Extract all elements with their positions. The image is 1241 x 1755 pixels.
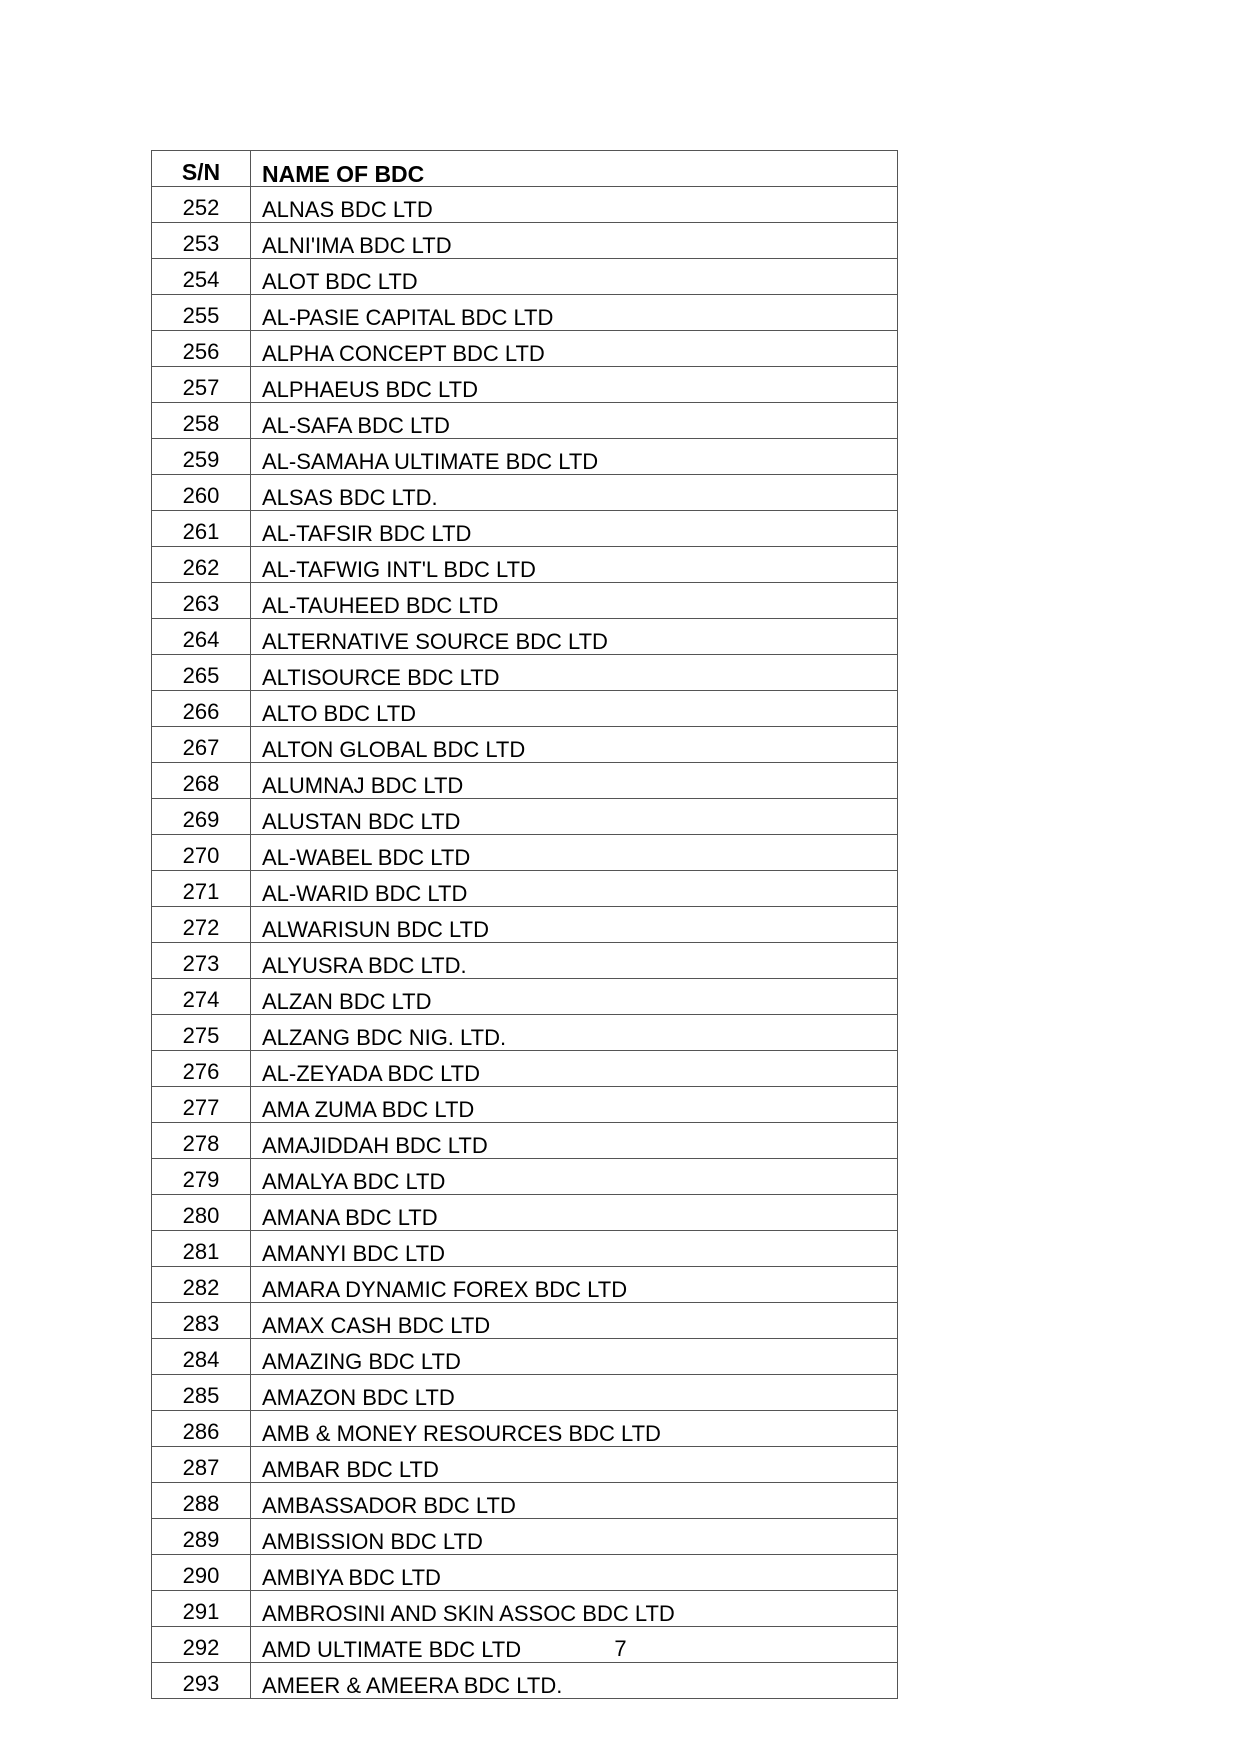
row-bdc-name: AMA ZUMA BDC LTD bbox=[251, 1087, 898, 1123]
table-row bbox=[152, 763, 898, 799]
row-bdc-name: AL-TAUHEED BDC LTD bbox=[251, 583, 898, 619]
table-row bbox=[152, 1195, 898, 1231]
row-sn: 269 bbox=[152, 799, 251, 835]
table-row bbox=[152, 1123, 898, 1159]
row-sn: 258 bbox=[152, 403, 251, 439]
table-row bbox=[152, 1447, 898, 1483]
table-row bbox=[152, 367, 898, 403]
table-row bbox=[152, 331, 898, 367]
table-row bbox=[152, 1159, 898, 1195]
row-bdc-name: AMBIYA BDC LTD bbox=[251, 1555, 898, 1591]
table-row bbox=[152, 1267, 898, 1303]
row-bdc-name: AMD ULTIMATE BDC LTD bbox=[251, 1627, 898, 1663]
table-body bbox=[152, 187, 898, 1699]
row-sn: 277 bbox=[152, 1087, 251, 1123]
row-sn: 267 bbox=[152, 727, 251, 763]
table-row bbox=[152, 295, 898, 331]
row-sn: 252 bbox=[152, 187, 251, 223]
table-row bbox=[152, 511, 898, 547]
row-sn: 273 bbox=[152, 943, 251, 979]
row-bdc-name: AL-WARID BDC LTD bbox=[251, 871, 898, 907]
row-sn: 282 bbox=[152, 1267, 251, 1303]
table-row bbox=[152, 979, 898, 1015]
table-row bbox=[152, 619, 898, 655]
row-sn: 293 bbox=[152, 1663, 251, 1699]
table-row bbox=[152, 1519, 898, 1555]
row-bdc-name: ALPHA CONCEPT BDC LTD bbox=[251, 331, 898, 367]
row-bdc-name: AMAJIDDAH BDC LTD bbox=[251, 1123, 898, 1159]
row-bdc-name: AL-SAMAHA ULTIMATE BDC LTD bbox=[251, 439, 898, 475]
row-bdc-name: AMBROSINI AND SKIN ASSOC BDC LTD bbox=[251, 1591, 898, 1627]
row-bdc-name: AL-SAFA BDC LTD bbox=[251, 403, 898, 439]
row-sn: 281 bbox=[152, 1231, 251, 1267]
row-bdc-name: ALUSTAN BDC LTD bbox=[251, 799, 898, 835]
row-sn: 255 bbox=[152, 295, 251, 331]
row-bdc-name: ALTON GLOBAL BDC LTD bbox=[251, 727, 898, 763]
row-bdc-name: ALSAS BDC LTD. bbox=[251, 475, 898, 511]
table-row bbox=[152, 403, 898, 439]
row-bdc-name: AMEER & AMEERA BDC LTD. bbox=[251, 1663, 898, 1699]
row-bdc-name: AL-PASIE CAPITAL BDC LTD bbox=[251, 295, 898, 331]
row-bdc-name: ALOT BDC LTD bbox=[251, 259, 898, 295]
row-bdc-name: AMBAR BDC LTD bbox=[251, 1447, 898, 1483]
table-row bbox=[152, 1411, 898, 1447]
row-sn: 280 bbox=[152, 1195, 251, 1231]
row-sn: 291 bbox=[152, 1591, 251, 1627]
row-sn: 253 bbox=[152, 223, 251, 259]
table-row bbox=[152, 799, 898, 835]
table-row bbox=[152, 691, 898, 727]
table-row bbox=[152, 187, 898, 223]
table-row bbox=[152, 1555, 898, 1591]
row-sn: 270 bbox=[152, 835, 251, 871]
row-sn: 271 bbox=[152, 871, 251, 907]
row-sn: 290 bbox=[152, 1555, 251, 1591]
table-row bbox=[152, 1051, 898, 1087]
table-row bbox=[152, 259, 898, 295]
table-row bbox=[152, 1303, 898, 1339]
row-sn: 285 bbox=[152, 1375, 251, 1411]
table-row bbox=[152, 223, 898, 259]
table-row bbox=[152, 475, 898, 511]
row-sn: 254 bbox=[152, 259, 251, 295]
row-sn: 257 bbox=[152, 367, 251, 403]
row-sn: 279 bbox=[152, 1159, 251, 1195]
row-sn: 264 bbox=[152, 619, 251, 655]
row-sn: 256 bbox=[152, 331, 251, 367]
row-sn: 265 bbox=[152, 655, 251, 691]
row-sn: 272 bbox=[152, 907, 251, 943]
row-bdc-name: ALNI'IMA BDC LTD bbox=[251, 223, 898, 259]
row-bdc-name: AMAZING BDC LTD bbox=[251, 1339, 898, 1375]
row-bdc-name: AMAZON BDC LTD bbox=[251, 1375, 898, 1411]
row-sn: 266 bbox=[152, 691, 251, 727]
table-row bbox=[152, 547, 898, 583]
table-row bbox=[152, 907, 898, 943]
row-bdc-name: AL-TAFWIG INT'L BDC LTD bbox=[251, 547, 898, 583]
table-row bbox=[152, 1591, 898, 1627]
row-sn: 268 bbox=[152, 763, 251, 799]
row-bdc-name: AMARA DYNAMIC FOREX BDC LTD bbox=[251, 1267, 898, 1303]
table-row bbox=[152, 1087, 898, 1123]
table-row bbox=[152, 583, 898, 619]
bdc-table bbox=[151, 150, 898, 1699]
row-bdc-name: AMBISSION BDC LTD bbox=[251, 1519, 898, 1555]
row-sn: 288 bbox=[152, 1483, 251, 1519]
table-row bbox=[152, 1339, 898, 1375]
row-sn: 286 bbox=[152, 1411, 251, 1447]
row-sn: 287 bbox=[152, 1447, 251, 1483]
header-name: NAME OF BDC bbox=[251, 151, 898, 187]
row-bdc-name: AL-WABEL BDC LTD bbox=[251, 835, 898, 871]
row-sn: 259 bbox=[152, 439, 251, 475]
table-row bbox=[152, 439, 898, 475]
table-row bbox=[152, 1483, 898, 1519]
table-row bbox=[152, 871, 898, 907]
row-bdc-name: ALWARISUN BDC LTD bbox=[251, 907, 898, 943]
row-sn: 260 bbox=[152, 475, 251, 511]
row-bdc-name: AMAX CASH BDC LTD bbox=[251, 1303, 898, 1339]
row-bdc-name: ALPHAEUS BDC LTD bbox=[251, 367, 898, 403]
row-sn: 262 bbox=[152, 547, 251, 583]
table-row bbox=[152, 727, 898, 763]
table-header-row bbox=[152, 151, 898, 187]
row-sn: 275 bbox=[152, 1015, 251, 1051]
row-bdc-name: ALUMNAJ BDC LTD bbox=[251, 763, 898, 799]
row-bdc-name: AMALYA BDC LTD bbox=[251, 1159, 898, 1195]
table-row bbox=[152, 943, 898, 979]
row-sn: 284 bbox=[152, 1339, 251, 1375]
row-sn: 278 bbox=[152, 1123, 251, 1159]
row-bdc-name: AMB & MONEY RESOURCES BDC LTD bbox=[251, 1411, 898, 1447]
table-row bbox=[152, 835, 898, 871]
page-number: 7 bbox=[614, 1636, 627, 1661]
row-bdc-name: AMANA BDC LTD bbox=[251, 1195, 898, 1231]
row-sn: 276 bbox=[152, 1051, 251, 1087]
header-sn: S/N bbox=[152, 151, 251, 187]
table-row bbox=[152, 1231, 898, 1267]
row-bdc-name: ALNAS BDC LTD bbox=[251, 187, 898, 223]
table-row bbox=[152, 1663, 898, 1699]
row-bdc-name: AMANYI BDC LTD bbox=[251, 1231, 898, 1267]
row-sn: 274 bbox=[152, 979, 251, 1015]
row-sn: 261 bbox=[152, 511, 251, 547]
row-sn: 289 bbox=[152, 1519, 251, 1555]
row-bdc-name: AL-TAFSIR BDC LTD bbox=[251, 511, 898, 547]
row-sn: 283 bbox=[152, 1303, 251, 1339]
row-bdc-name: ALZAN BDC LTD bbox=[251, 979, 898, 1015]
row-bdc-name: ALYUSRA BDC LTD. bbox=[251, 943, 898, 979]
table-row bbox=[152, 1375, 898, 1411]
row-sn: 292 bbox=[152, 1627, 251, 1663]
row-bdc-name: ALZANG BDC NIG. LTD. bbox=[251, 1015, 898, 1051]
table-row bbox=[152, 655, 898, 691]
row-bdc-name: ALTISOURCE BDC LTD bbox=[251, 655, 898, 691]
row-sn: 263 bbox=[152, 583, 251, 619]
row-bdc-name: ALTO BDC LTD bbox=[251, 691, 898, 727]
table-row bbox=[152, 1015, 898, 1051]
row-bdc-name: AMBASSADOR BDC LTD bbox=[251, 1483, 898, 1519]
row-bdc-name: ALTERNATIVE SOURCE BDC LTD bbox=[251, 619, 898, 655]
row-bdc-name: AL-ZEYADA BDC LTD bbox=[251, 1051, 898, 1087]
